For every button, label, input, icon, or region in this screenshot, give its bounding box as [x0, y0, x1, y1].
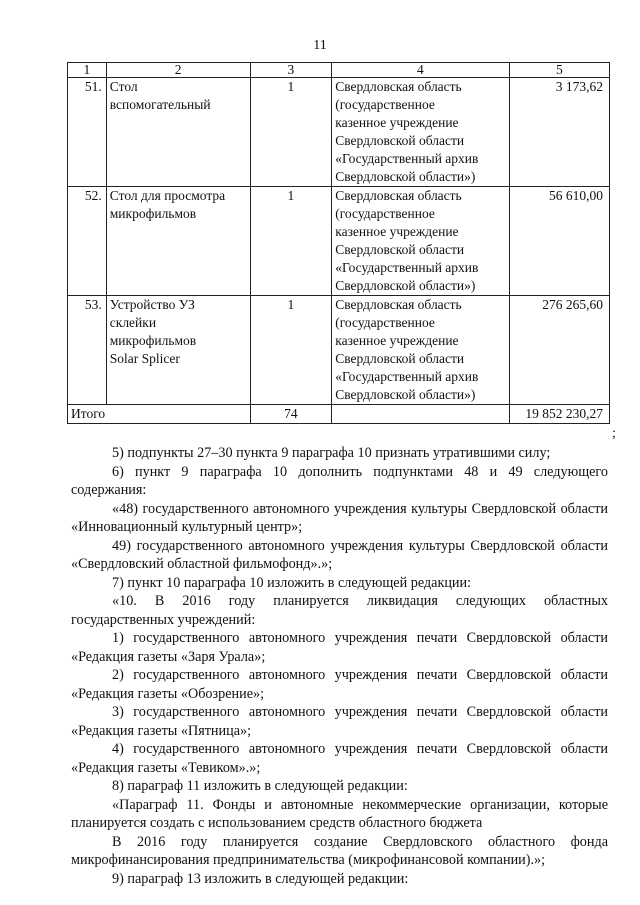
text-line: «Государственный архив [335, 369, 479, 384]
item-quantity: 1 [250, 78, 332, 187]
item-name [106, 187, 250, 296]
total-empty-cell [332, 405, 509, 424]
text-line: Свердловской области [335, 242, 465, 257]
paragraph: «10. В 2016 году планируется ликвидация следующих областных государственных учреждений: [71, 593, 608, 628]
item-quantity: 1 [250, 296, 332, 405]
table-total-row [68, 405, 610, 424]
text-line: Стол [109, 79, 138, 94]
paragraph: 7) пункт 10 параграфа 10 изложить в следующей редакции: [112, 574, 472, 591]
text-line: Устройство УЗ [109, 297, 195, 312]
text-line: «Государственный архив [335, 151, 479, 166]
row-number: 52. [68, 187, 107, 296]
table-row [68, 78, 610, 187]
total-value: 19 852 230,27 [509, 405, 609, 424]
paragraph: «Параграф 11. Фонды и автономные некоммерческие организации, которые планируется создать с использованием средств областного бюджета [71, 796, 608, 831]
row-number: 51. [68, 78, 107, 187]
item-name [106, 78, 250, 187]
table-trailing-semicolon: ; [612, 426, 616, 441]
paragraph: 5) подпункты 27–30 пункта 9 параграфа 10 признать утратившими силу; [112, 445, 551, 461]
paragraph: 2) государственного автономного учреждения печати Свердловской области «Редакция газеты «Обозрение»; [71, 667, 608, 702]
column-header: 4 [332, 63, 509, 78]
table-row [68, 296, 610, 405]
paragraph: 8) параграф 11 изложить в следующей редакции: [112, 778, 408, 794]
column-header: 1 [68, 63, 107, 78]
paragraph: «48) государственного автономного учреждения культуры Свердловской области «Инновационный культурный центр»; [71, 500, 608, 535]
paragraph: 9) параграф 13 изложить в следующей редакции: [112, 870, 409, 887]
text-line: Свердловская область [335, 297, 462, 312]
table-row [68, 187, 610, 296]
text-line: Свердловской области») [335, 387, 476, 402]
text-line: «Государственный архив [335, 260, 479, 275]
text-line: (государственное [335, 97, 435, 112]
text-line: Свердловская область [335, 188, 462, 203]
text-line: (государственное [335, 206, 435, 221]
column-header: 5 [509, 63, 609, 78]
item-value: 56 610,00 [509, 187, 609, 296]
text-line: Свердловской области») [335, 169, 476, 184]
document-body [71, 444, 608, 888]
item-name [106, 296, 250, 405]
text-line: Свердловская область [335, 79, 462, 94]
table-header-row [68, 63, 610, 78]
text-line: Solar Splicer [109, 351, 180, 366]
page-number: 11 [313, 38, 327, 53]
text-line: склейки [109, 315, 157, 330]
item-value: 276 265,60 [509, 296, 609, 405]
text-line: микрофильмов [109, 333, 197, 348]
paragraph: 6) пункт 9 параграфа 10 дополнить подпунктами 48 и 49 следующего содержания: [71, 463, 608, 498]
text-line: Стол для просмотра [109, 188, 226, 203]
paragraph: 4) государственного автономного учреждения печати Свердловской области «Редакция газеты «Тевиком».»; [71, 741, 608, 776]
text-line: Свердловской области») [335, 278, 476, 293]
row-number: 53. [68, 296, 107, 405]
text-line: микрофильмов [109, 206, 197, 221]
property-table [67, 62, 610, 424]
item-quantity: 1 [250, 187, 332, 296]
paragraph: В 2016 году планируется создание Свердловского областного фонда микрофинансирования предпринимательства (микрофинансовой компании).»; [71, 833, 608, 868]
text-line: вспомогательный [109, 97, 211, 112]
paragraph: 49) государственного автономного учреждения культуры Свердловской области «Свердловский областной фильмофонд».»; [71, 537, 608, 572]
item-holder [332, 187, 509, 296]
column-header: 2 [106, 63, 250, 78]
total-quantity: 74 [250, 405, 332, 424]
total-label: Итого [68, 405, 251, 424]
item-holder [332, 296, 509, 405]
text-line: казенное учреждение [335, 224, 459, 239]
text-line: Свердловской области [335, 351, 465, 366]
paragraph: 1) государственного автономного учреждения печати Свердловской области «Редакция газеты «Заря Урала»; [71, 630, 608, 665]
paragraph: 3) государственного автономного учреждения печати Свердловской области «Редакция газеты «Пятница»; [71, 704, 608, 739]
column-header: 3 [250, 63, 332, 78]
item-holder [332, 78, 509, 187]
text-line: (государственное [335, 315, 435, 330]
text-line: Свердловской области [335, 133, 465, 148]
item-value: 3 173,62 [509, 78, 609, 187]
text-line: казенное учреждение [335, 115, 459, 130]
text-line: казенное учреждение [335, 333, 459, 348]
